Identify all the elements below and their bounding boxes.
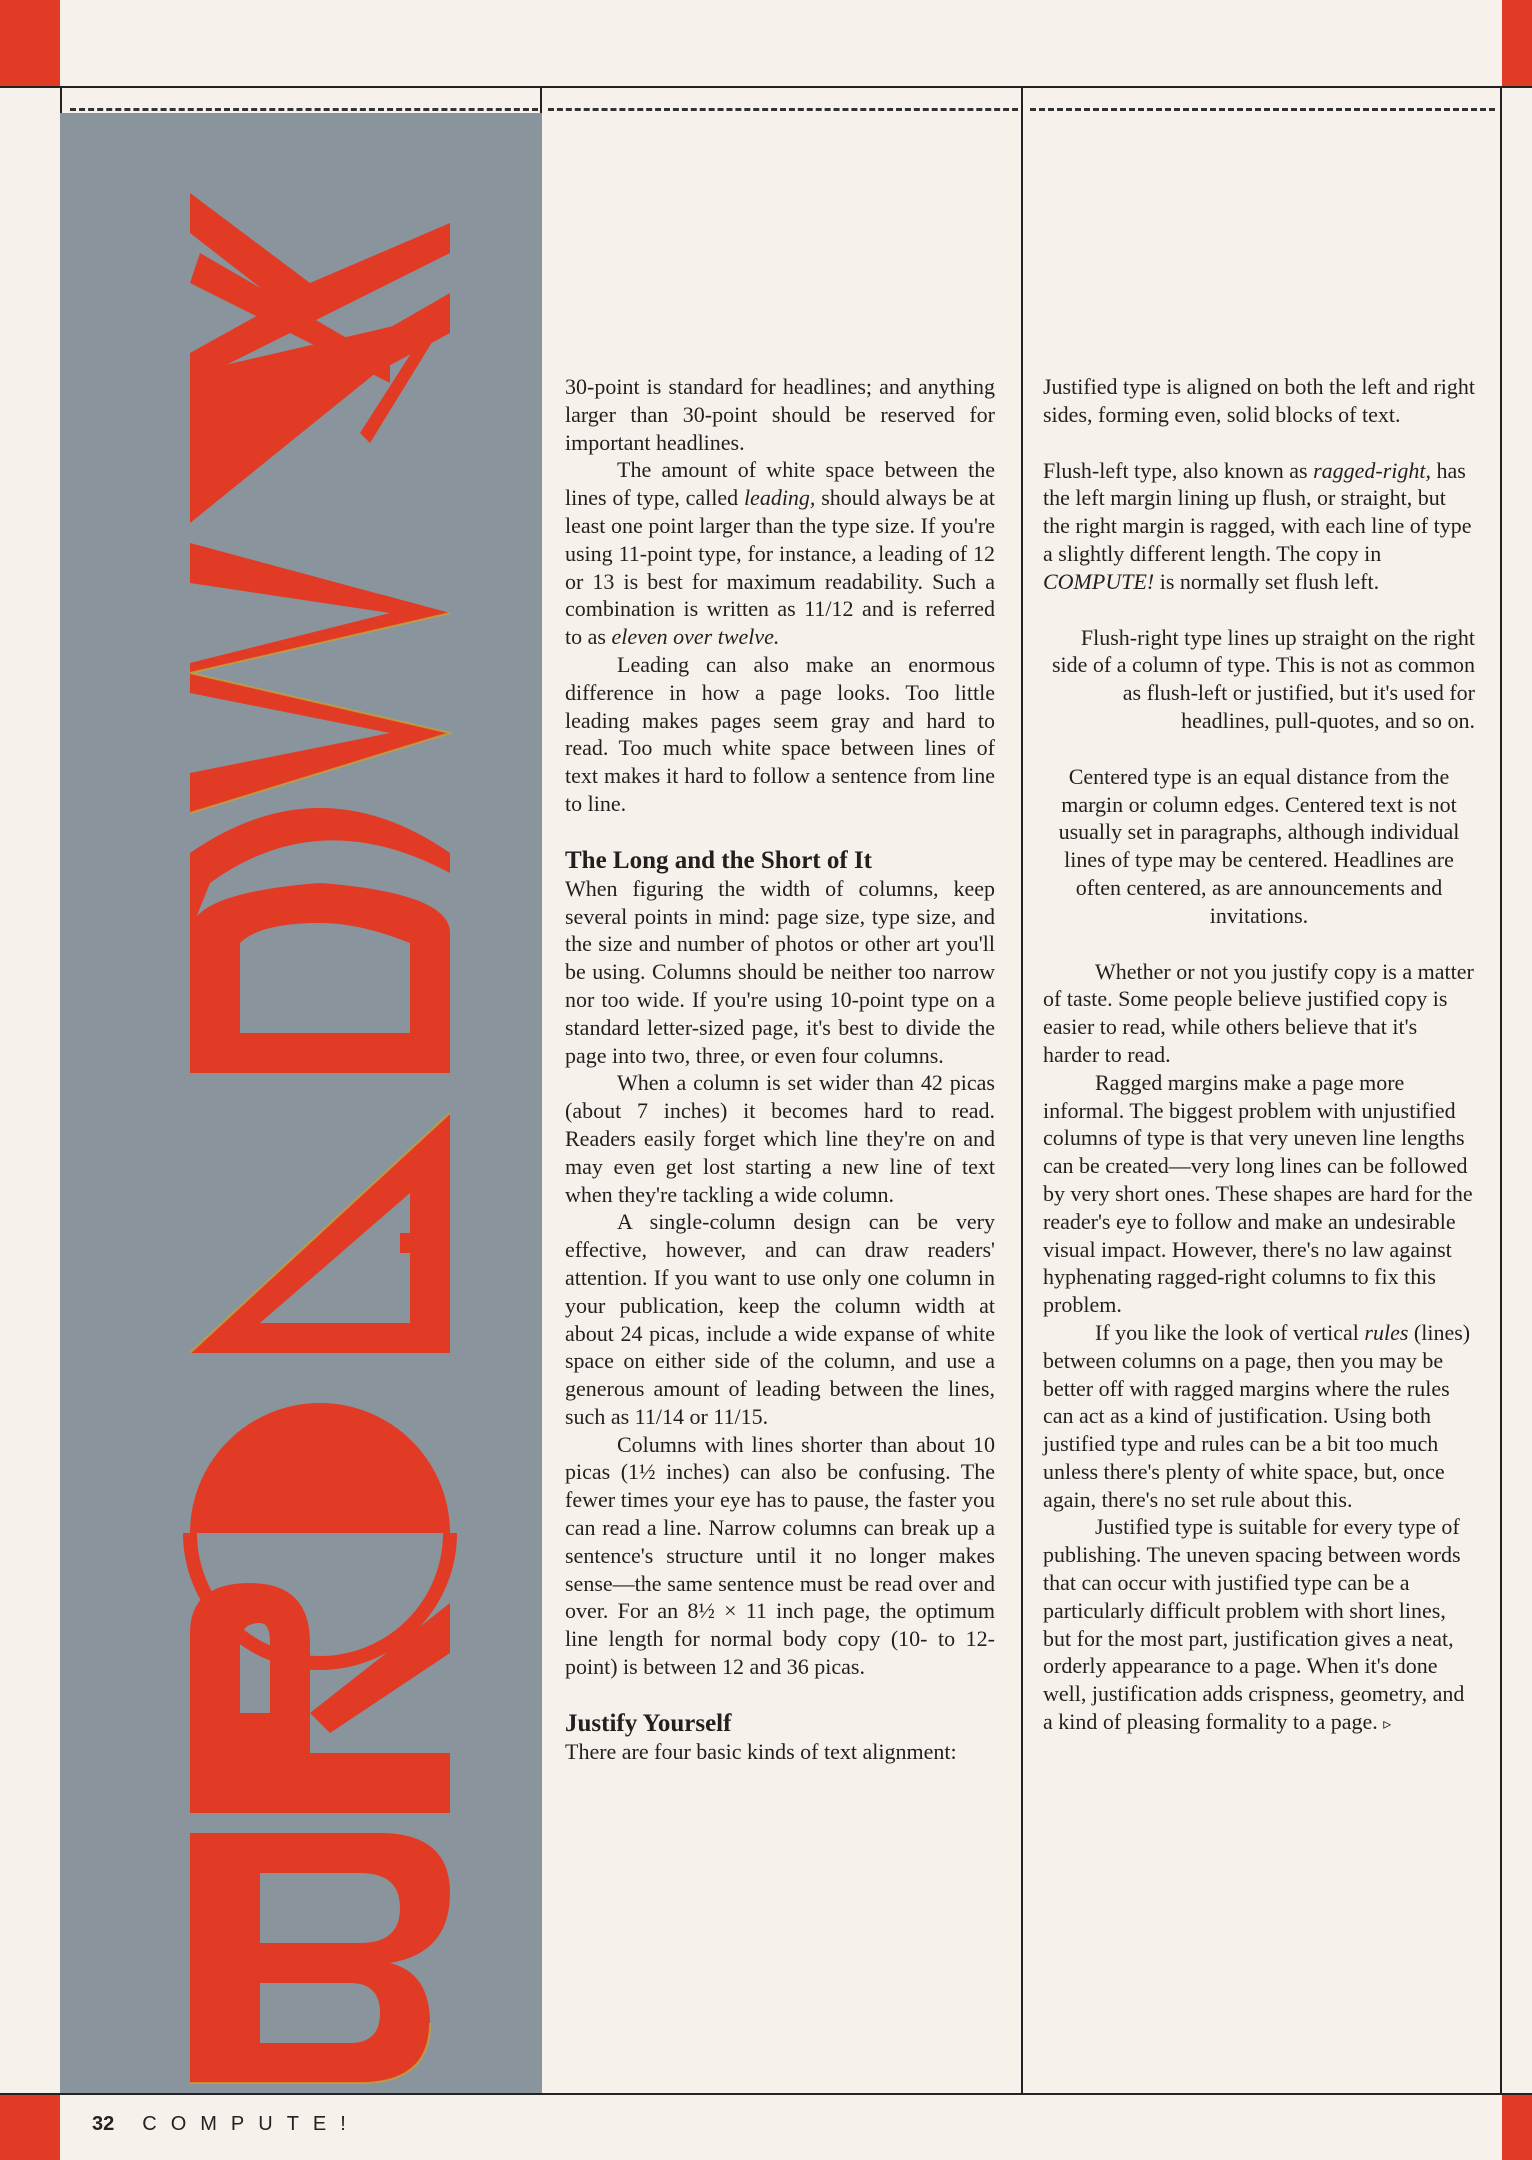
- centered-example: Centered type is an equal distance from the margin or column edges. Centered text is not usually set in paragraphs, although individual lines of type may be centered. Headlines are often centered, as are announcements and invitations.: [1058, 763, 1460, 928]
- dashed-rule-2: [548, 108, 1018, 111]
- text-column-1: [565, 373, 995, 1766]
- corner-tab-bottom-left: [0, 2095, 60, 2160]
- paragraph: There are four basic kinds of text alignment:: [565, 1738, 957, 1764]
- broadway-letters: [60, 113, 542, 2093]
- column-rule-2: [1021, 86, 1023, 2095]
- corner-tab-top-right: [1502, 0, 1532, 86]
- paragraph: Leading can also make an enormous difference in how a page looks. Too little leading makes pages seem gray and hard to read. Too much white space between lines of text makes it hard to follow a sentence from line to line.: [565, 651, 995, 816]
- paragraph: 30-point is standard for headlines; and anything larger than 30-point should be reserved for important headlines.: [565, 374, 995, 455]
- magazine-name: COMPUTE!: [142, 2113, 360, 2135]
- flush-right-example: Flush-right type lines up straight on the right side of a column of type. This is not as common as flush-left or justified, but it's used for headlines, pull-quotes, and so on.: [1051, 624, 1475, 733]
- paragraph: If you like the look of vertical rules (lines) between columns on a page, then you may be better off with ragged margins where the rules can act as a kind of justification. Using both justified type and rules can be a bit too much unless there's plenty of white space, but, once again, there's no set rule about this.: [1043, 1319, 1471, 1512]
- paragraph: Ragged margins make a page more informal. The biggest problem with unjustified columns of type is that very uneven line lengths can be created—very long lines can be followed by very short ones. These shapes are hard for the reader's eye to follow and make an undesirable visual impact. However, there's no law against hyphenating ragged-right columns to fix this problem.: [1043, 1069, 1473, 1318]
- broadway-artwork: [60, 113, 542, 2093]
- column-rule-right: [1500, 86, 1502, 2095]
- letter-b: [190, 1833, 450, 2083]
- section-heading: Justify Yourself: [565, 1709, 732, 1737]
- flush-left-example: Flush-left type, also known as ragged-right, has the left margin lining up flush, or straight, but the right margin is ragged, with each line of type a slightly different length. The copy in COMPUTE! is normally set flush left.: [1043, 457, 1472, 594]
- dashed-rule-3: [1030, 108, 1495, 111]
- paragraph: When figuring the width of columns, keep several points in mind: page size, type size, and the size and number of photos or other art you'll be using. Columns should be neither too narrow nor too wide. If you're using 10-point type on a standard letter-sized page, it's best to divide the page into two, three, or even four columns.: [565, 875, 995, 1068]
- section-heading: The Long and the Short of It: [565, 846, 872, 874]
- paragraph: Whether or not you justify copy is a matter of taste. Some people believe justified copy is easier to read, while others believe that it's harder to read.: [1043, 958, 1474, 1067]
- top-rule: [0, 86, 1532, 88]
- paragraph: A single-column design can be very effective, however, and can draw readers' attention. If you want to use only one column in your publication, keep the column width at about 24 picas, include a wide expanse of white space on either side of the column, and use a generous amount of leading between the lines, such as 11/14 or 11/15.: [565, 1209, 995, 1429]
- page-footer: [92, 2113, 360, 2136]
- paragraph: When a column is set wider than 42 picas (about 7 inches) it becomes hard to read. Readers easily forget which line they're on and may even get lost starting a new line of text when they're tackling a wide column.: [565, 1070, 995, 1207]
- corner-tab-top-left: [0, 0, 60, 86]
- letter-a-1-bar: [400, 1233, 450, 1253]
- end-of-article-icon: ▹: [1383, 1716, 1392, 1734]
- paragraph: Justified type is suitable for every type of publishing. The uneven spacing between words that can occur with justified type can be a particularly difficult problem with short lines, but for the most part, justification gives a neat, orderly appearance to a page. When it's done well, justification adds crispness, geometry, and a kind of pleasing formality to a page. ▹: [1043, 1514, 1465, 1735]
- page-number: 32: [92, 2113, 115, 2135]
- justified-example: Justified type is aligned on both the left and right sides, forming even, solid blocks of text.: [1043, 374, 1475, 427]
- bottom-rule: [0, 2093, 1532, 2095]
- letter-o: [190, 1403, 450, 1533]
- paragraph: The amount of white space between the lines of type, called leading, should always be at least one point larger than the type size. If you're using 11-point type, for instance, a leading of 12 or 13 is best for maximum readability. Such a combination is written as 11/12 and is referred to as eleven over twelve.: [565, 457, 995, 650]
- text-column-2: [1043, 373, 1475, 1739]
- dashed-rule-1: [70, 108, 538, 111]
- corner-tab-bottom-right: [1502, 2095, 1532, 2160]
- letter-r-stem: [190, 1753, 450, 1813]
- paragraph: Columns with lines shorter than about 10 picas (1½ inches) can also be confusing. The fewer times your eye has to pause, the faster you can read a line. Narrow columns can break up a sentence's structure until it no longer makes sense—the same sentence must be read over and over. For an 8½ × 11 inch page, the optimum line length for normal body copy (10- to 12-point) is between 12 and 36 picas.: [565, 1431, 995, 1680]
- letter-d: [190, 883, 450, 1073]
